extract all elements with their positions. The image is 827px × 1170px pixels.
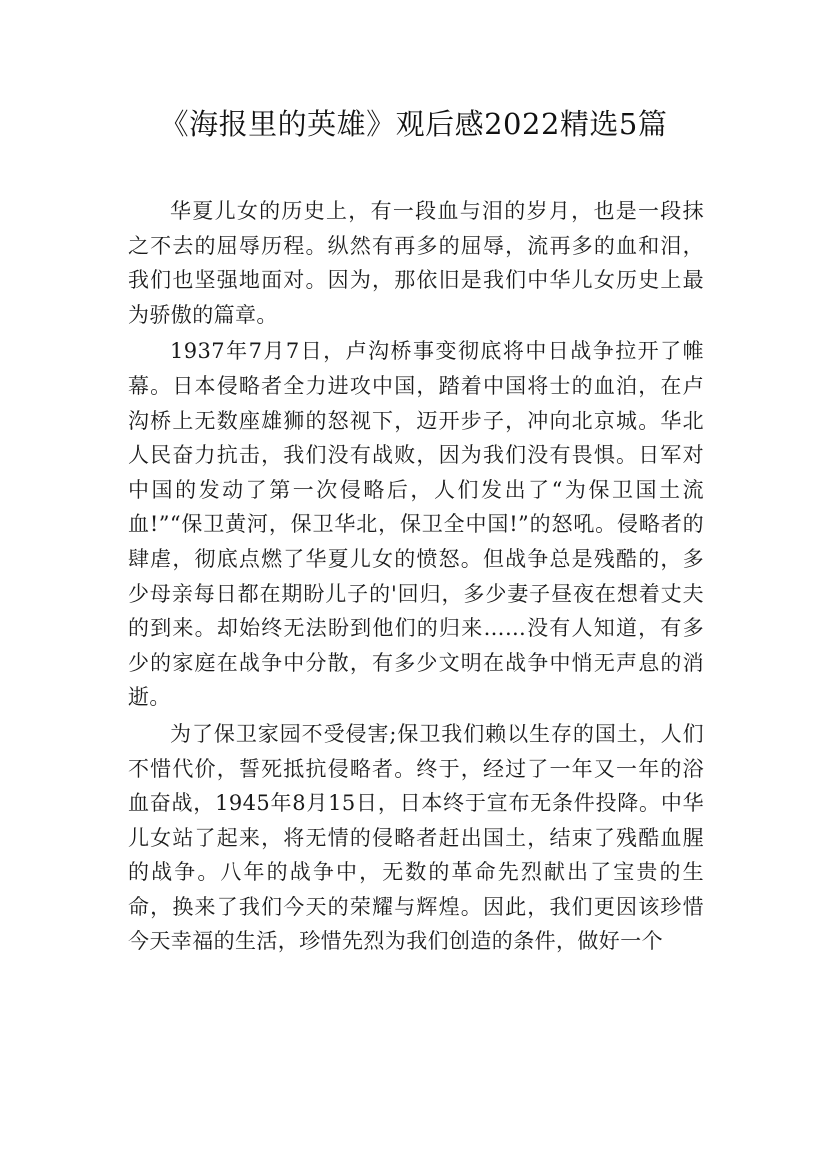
- document-body: [128, 194, 704, 959]
- paragraph-3: 为了保卫家园不受侵害;保卫我们赖以生存的国土，人们不惜代价，誓死抵抗侵略者。终于，经过了一年又一年的浴血奋战，1945年8月15日，日本终于宣布无条件投降。中华儿女站了起来，将无情的侵略者赶出国土，结束了残酷血腥的战争。八年的战争中，无数的革命先烈献出了宝贵的生命，换来了我们今天的荣耀与辉煌。因此，我们更因该珍惜今天幸福的生活，珍惜先烈为我们创造的条件，做好一个: [128, 721, 704, 954]
- page-title: 《海报里的英雄》观后感2022精选5篇: [159, 107, 668, 141]
- paragraph-2: 1937年7月7日，卢沟桥事变彻底将中日战争拉开了帷幕。日本侵略者全力进攻中国，踏着中国将士的血泊，在卢沟桥上无数座雄狮的怒视下，迈开步子，冲向北京城。华北人民奋力抗击，我们没有战败，因为我们没有畏惧。日军对中国的发动了第一次侵略后，人们发出了“为保卫国土流血!”“保卫黄河，保卫华北，保卫全中国!”的怒吼。侵略者的肆虐，彻底点燃了华夏儿女的愤怒。但战争总是残酷的，多少母亲每日都在期盼儿子的'回归，多少妻子昼夜在想着丈夫的到来。却始终无法盼到他们的归来……没有人知道，有多少的家庭在战争中分散，有多少文明在战争中悄无声息的消逝。: [128, 339, 704, 710]
- paragraph-1: 华夏儿女的历史上，有一段血与泪的岁月，也是一段抹之不去的屈辱历程。纵然有再多的屈辱，流再多的血和泪，我们也坚强地面对。因为，那依旧是我们中华儿女历史上最为骄傲的篇章。: [128, 199, 704, 327]
